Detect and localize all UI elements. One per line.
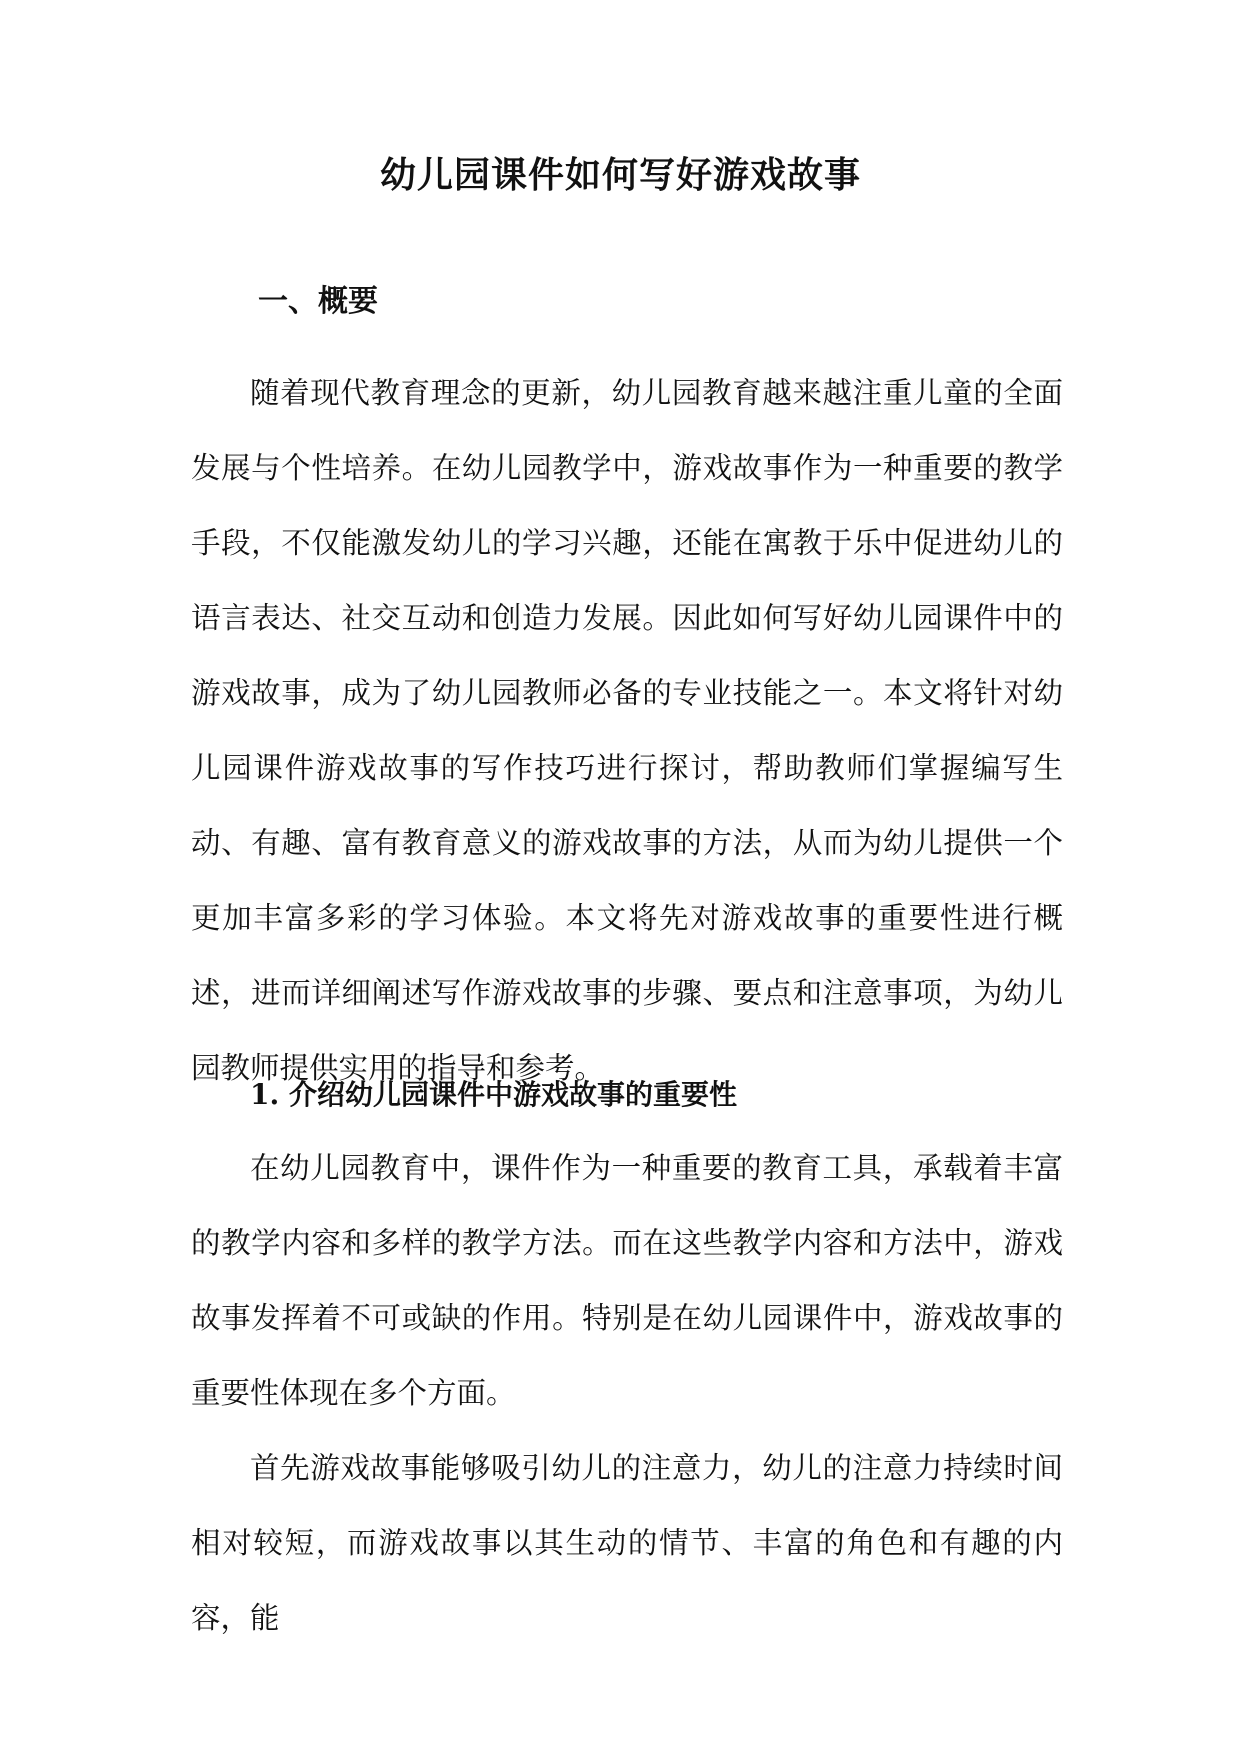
document-title: 幼儿园课件如何写好游戏故事 — [379, 154, 861, 196]
overview-paragraph: 随着现代教育理念的更新，幼儿园教育越来越注重儿童的全面发展与个性培养。在幼儿园教学中，游戏故事作为一种重要的教学手段，不仅能激发幼儿的学习兴趣，还能在寓教于乐中促进幼儿的语言表达、社交互动和创造力发展。因此如何写好幼儿园课件中的游戏故事，成为了幼儿园教师必备的专业技能之一。本文将针对幼儿园课件游戏故事的写作技巧进行探讨，帮助教师们掌握编写生动、有趣、富有教育意义的游戏故事的方法，从而为幼儿提供一个更加丰富多彩的学习体验。本文将先对游戏故事的重要性进行概述，进而详细阐述写作游戏故事的步骤、要点和注意事项，为幼儿园教师提供实用的指导和参考。 — [191, 376, 1063, 1085]
subsection-heading-importance: 1. 介绍幼儿园课件中游戏故事的重要性 — [250, 1078, 737, 1111]
importance-paragraph-1: 在幼儿园教育中，课件作为一种重要的教育工具，承载着丰富的教学内容和多样的教学方法。而在这些教学内容和方法中，游戏故事发挥着不可或缺的作用。特别是在幼儿园课件中，游戏故事的重要性体现在多个方面。 — [191, 1151, 1063, 1410]
importance-paragraph-2: 首先游戏故事能够吸引幼儿的注意力，幼儿的注意力持续时间相对较短，而游戏故事以其生动的情节、丰富的角色和有趣的内容，能 — [191, 1451, 1063, 1635]
section-heading-overview: 一、概要 — [258, 284, 378, 319]
